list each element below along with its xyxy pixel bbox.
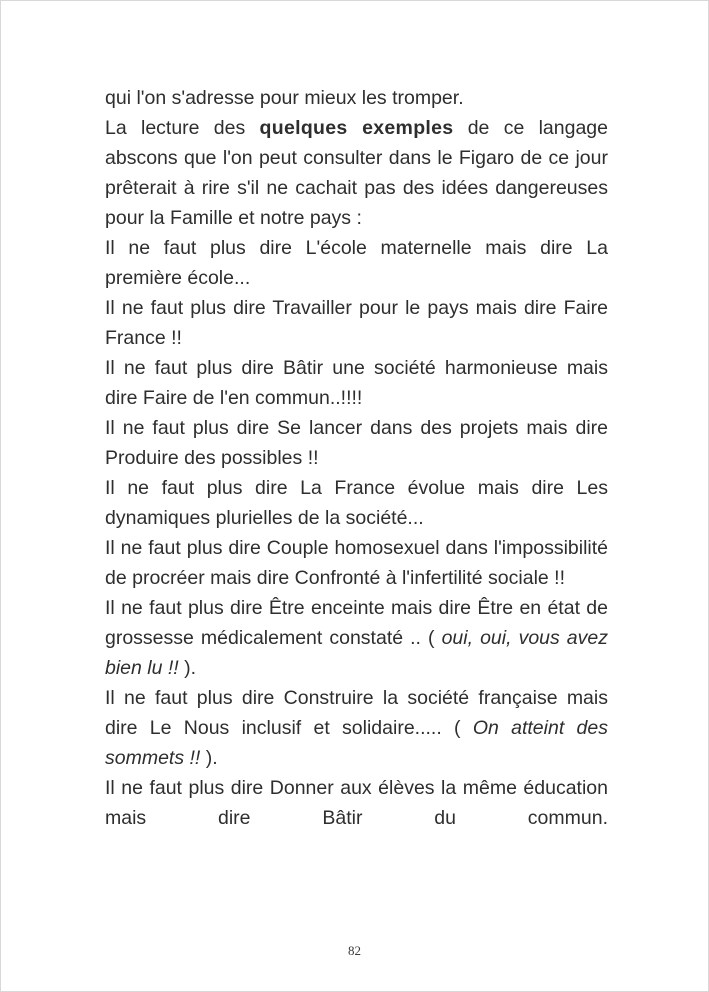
text-run: Il ne faut plus dire Bâtir une société harmonieuse mais dire Faire de l'en commun..!!!! [105, 357, 608, 409]
text-run: qui l'on s'adresse pour mieux les tromper. [105, 87, 464, 109]
paragraph [105, 593, 608, 683]
paragraph [105, 83, 608, 113]
text-run: Il ne faut plus dire Être enceinte mais dire Être en état de grossesse médicalement constaté .. ( [105, 597, 608, 649]
paragraph [105, 353, 608, 413]
text-run: de ce langage abscons que l'on peut consulter dans le Figaro de ce jour prêterait à rire s'il ne cachait pas des idées dangereuses pour la Famille et notre pays : [105, 117, 608, 229]
paragraph [105, 413, 608, 473]
paragraph [105, 293, 608, 353]
paragraph [105, 473, 608, 533]
text-run: Il ne faut plus dire La France évolue mais dire Les dynamiques plurielles de la société... [105, 477, 608, 529]
paragraph [105, 773, 608, 833]
text-run: La lecture des [105, 117, 260, 139]
text-run: Il ne faut plus dire Travailler pour le pays mais dire Faire France !! [105, 297, 608, 349]
text-run: Il ne faut plus dire Donner aux élèves la même éducation mais dire Bâtir du commun. [105, 777, 608, 829]
paragraph [105, 533, 608, 593]
page-number: 82 [348, 943, 361, 958]
text-run: Il ne faut plus dire Se lancer dans des projets mais dire Produire des possibles !! [105, 417, 608, 469]
text-run: Il ne faut plus dire Construire la société française mais dire Le Nous inclusif et solidaire..... ( [105, 687, 608, 739]
paragraph [105, 233, 608, 293]
text-run: Il ne faut plus dire Couple homosexuel dans l'impossibilité de procréer mais dire Confronté à l'infertilité sociale !! [105, 537, 608, 589]
text-run: oui, oui, vous avez bien lu !! [105, 627, 608, 679]
text-run: ). [200, 747, 218, 769]
text-run: quelques exemples [259, 117, 454, 139]
paragraph [105, 113, 608, 233]
paragraph [105, 683, 608, 773]
text-run: On atteint des sommets !! [105, 717, 608, 769]
text-run: ). [178, 657, 197, 679]
text-run: Il ne faut plus dire L'école maternelle mais dire La première école... [105, 237, 608, 289]
text-block [105, 83, 608, 833]
